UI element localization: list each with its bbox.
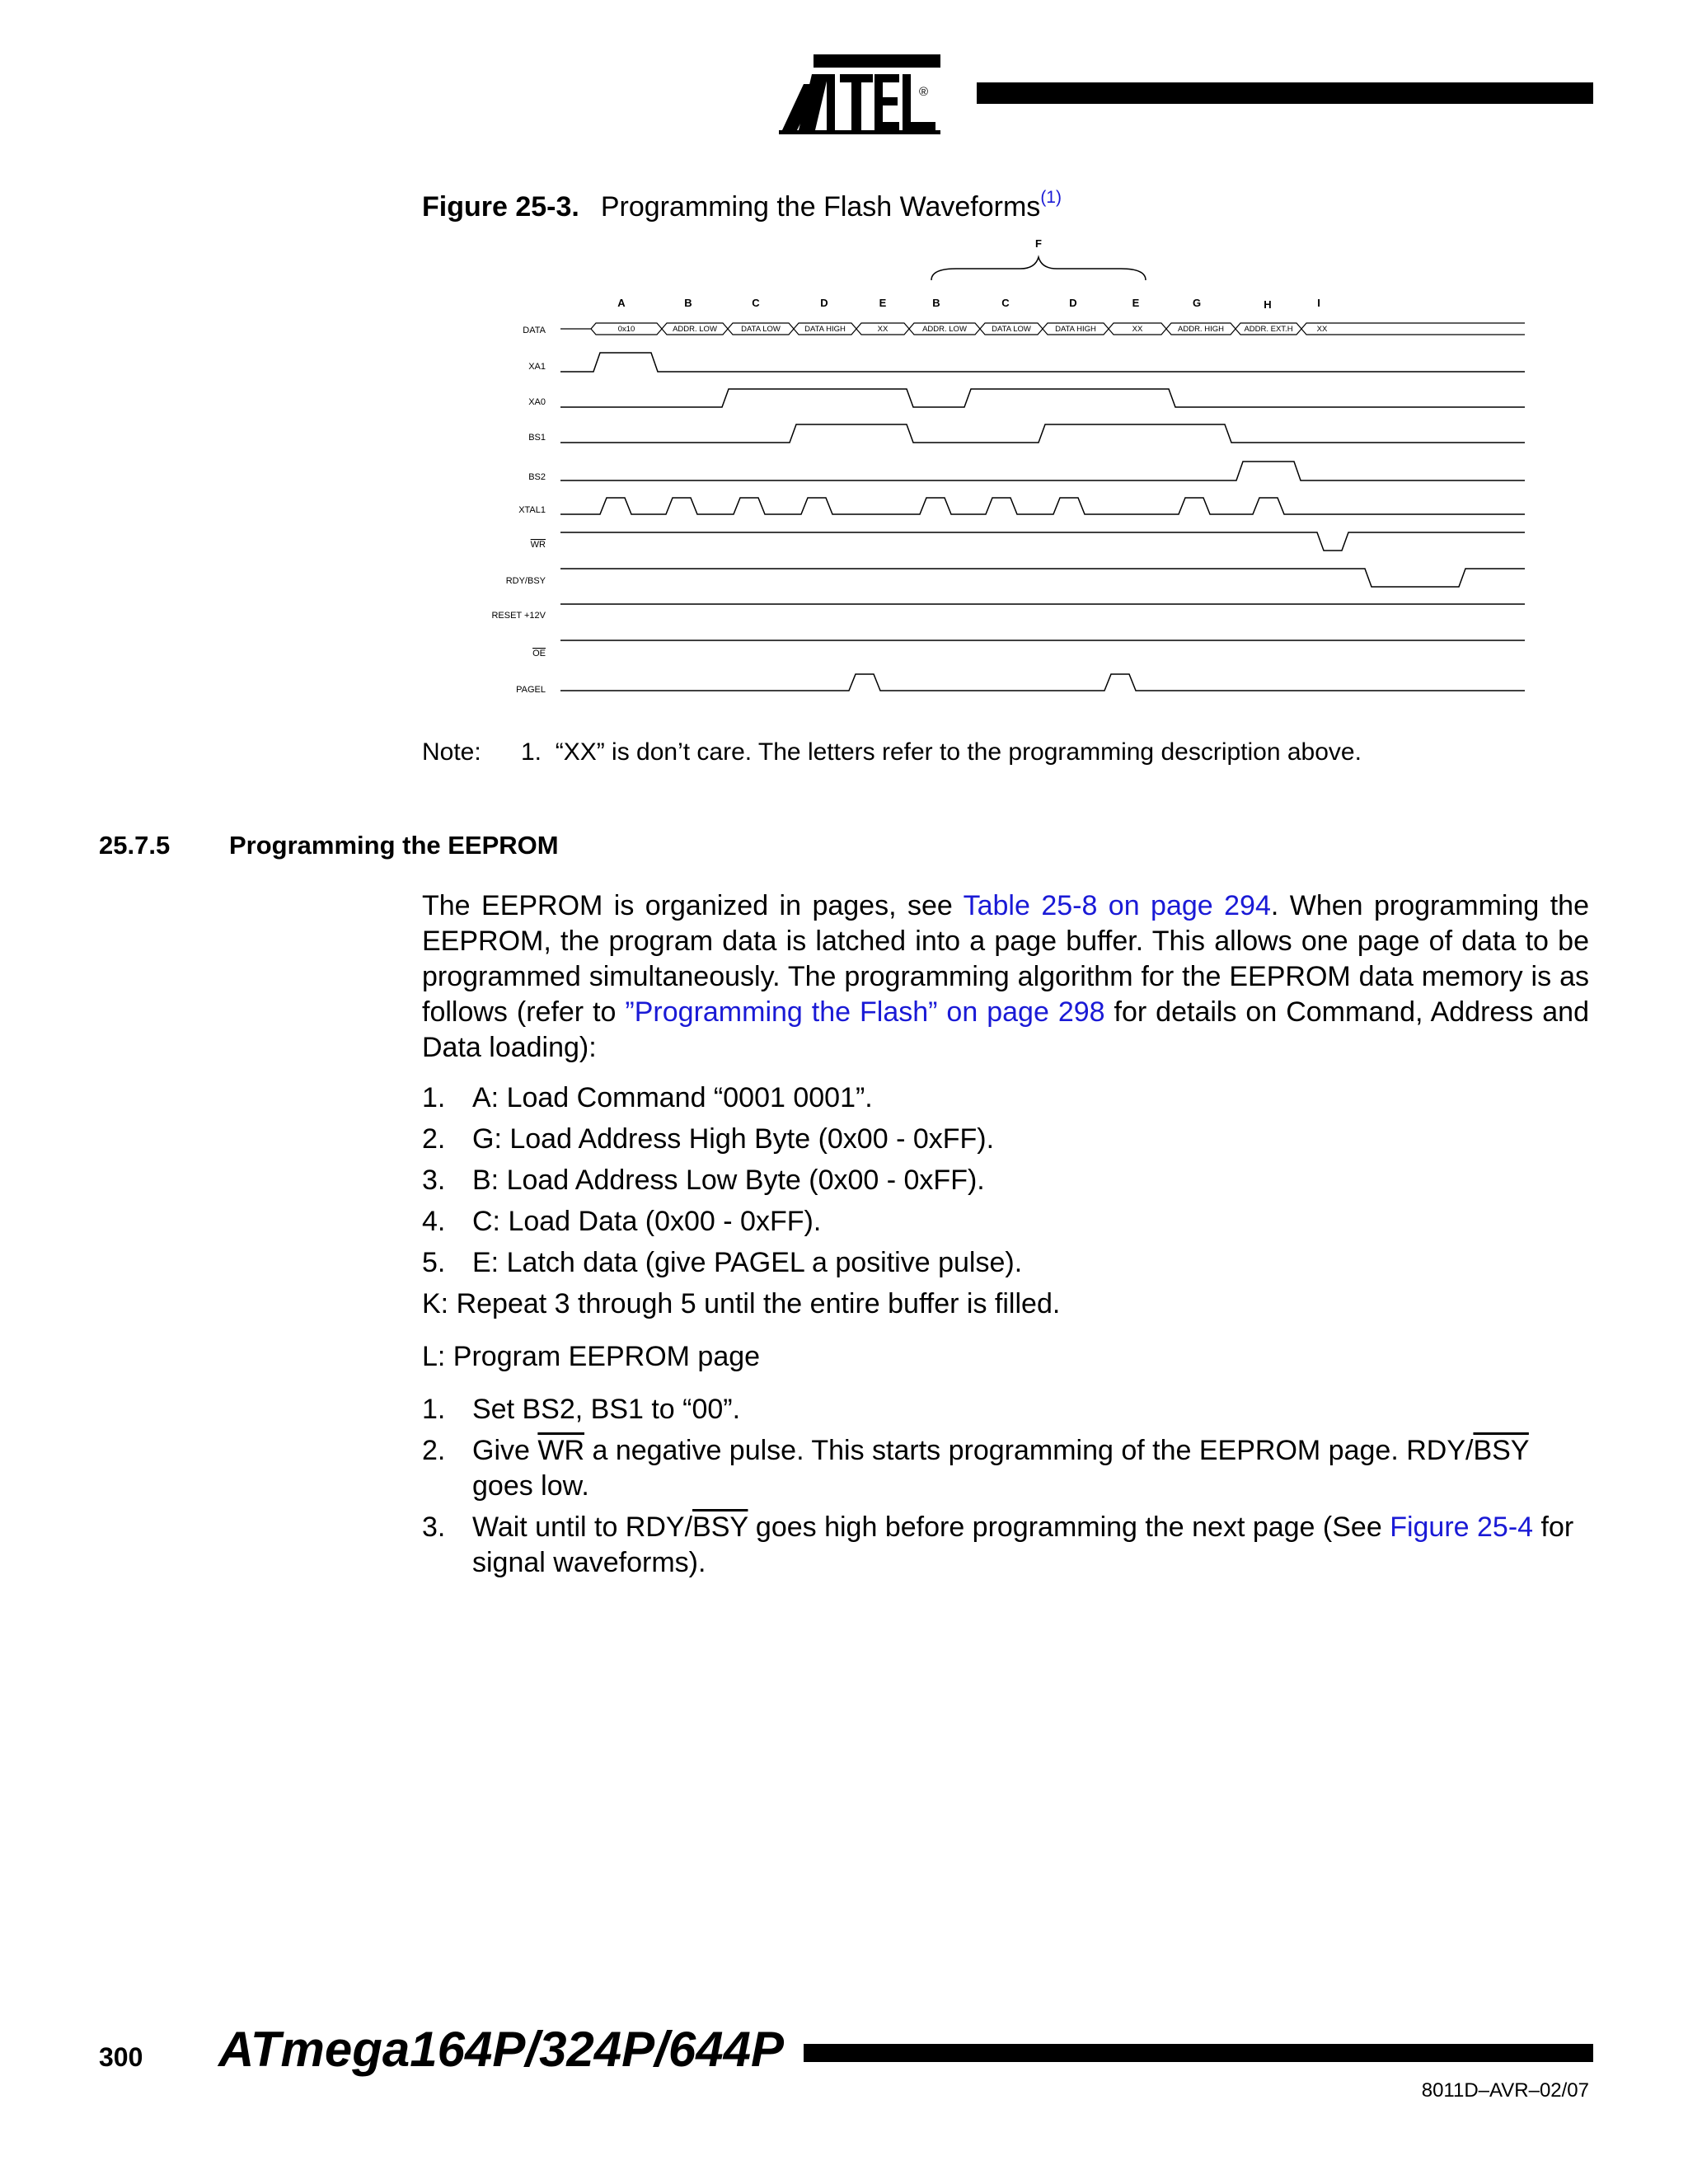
wr-signal: $\overline{WR}$ xyxy=(537,1435,585,1466)
bus-value: XX xyxy=(1132,325,1143,334)
note-text: “XX” is don’t care. The letters refer to the programming description above. xyxy=(555,738,1362,766)
phase-label: B xyxy=(684,297,692,309)
list-text: Wait until to RDY/$\overline{BSY}$ goes high before programming the next page (See Figure 25-4 for signal waveforms). xyxy=(472,1511,1574,1578)
list-text: B: Load Address Low Byte (0x00 - 0xFF). xyxy=(472,1165,985,1196)
signal-label-reset: RESET +12V xyxy=(491,611,546,621)
list-item xyxy=(422,1392,1589,1427)
bus-value: 0x10 xyxy=(617,325,635,334)
bus-value: DATA HIGH xyxy=(804,325,846,334)
list-item xyxy=(422,1122,1589,1157)
signal-label-oe: OE xyxy=(532,649,546,658)
trace-xa0 xyxy=(560,389,1525,407)
trace-wr xyxy=(560,532,1525,551)
figure-note xyxy=(422,738,1362,766)
list-item xyxy=(422,1080,1589,1116)
list-item xyxy=(422,1204,1589,1240)
phase-label: A xyxy=(617,297,626,309)
list-text: Give $\overline{WR}$ a negative pulse. This starts programming of the EEPROM page. RDY/$\overline{BSY}$ goes low. xyxy=(472,1435,1529,1502)
figure-25-4-link[interactable]: Figure 25-4 xyxy=(1390,1511,1534,1543)
atmel-logo xyxy=(779,51,952,138)
list-item xyxy=(422,1163,1589,1198)
bus-value: DATA HIGH xyxy=(1055,325,1096,334)
intro-text: . When programming the EEPROM, the program data is latched into a page buffer. This allows one page of data to be programmed simultaneously. The programming algorithm for the EEPROM data memory is as follows (refer to xyxy=(422,890,1589,1028)
table-25-8-link[interactable]: Table 25-8 on page 294 xyxy=(963,890,1271,921)
footer-rule xyxy=(804,2044,1593,2062)
brace-f xyxy=(931,257,1146,280)
trace-xa1 xyxy=(560,353,1525,372)
signal-label-data: DATA xyxy=(523,326,546,335)
figure-label: Figure 25-3. xyxy=(422,191,579,223)
bus-value: ADDR. EXT.H xyxy=(1244,325,1293,334)
signal-label-xa0: XA0 xyxy=(528,397,546,407)
trace-bs2 xyxy=(560,462,1525,480)
programming-flash-link[interactable]: ”Programming the Flash” on page 298 xyxy=(625,996,1105,1028)
bus-value: DATA LOW xyxy=(741,325,781,334)
timing-diagram xyxy=(462,229,1533,699)
signal-label-wr: WR xyxy=(530,540,546,550)
registered-mark: ® xyxy=(919,85,929,99)
bus-value: ADDR. HIGH xyxy=(1178,325,1224,334)
bus-value: ADDR. LOW xyxy=(673,325,717,334)
list-text: G: Load Address High Byte (0x00 - 0xFF). xyxy=(472,1123,995,1155)
phase-label: I xyxy=(1317,297,1320,309)
bus-value: DATA LOW xyxy=(992,325,1031,334)
signal-label-bs1: BS1 xyxy=(528,433,546,443)
brace-label-f: F xyxy=(1035,237,1042,250)
list-number: 3. xyxy=(422,1165,446,1196)
phase-label: D xyxy=(1069,297,1077,309)
intro-text: The EEPROM is organized in pages, see xyxy=(422,890,964,921)
signal-label-pagel: PAGEL xyxy=(516,685,546,695)
header-rule xyxy=(977,82,1593,104)
list-item xyxy=(422,1245,1589,1281)
signal-labels xyxy=(491,326,546,695)
figure-title: Programming the Flash Waveforms xyxy=(600,191,1041,223)
list-number: 3. xyxy=(422,1511,446,1543)
document-title: ATmega164P/324P/644P xyxy=(218,2022,784,2077)
intro-paragraph xyxy=(422,888,1589,1066)
signal-label-xa1: XA1 xyxy=(528,362,546,372)
phase-label: E xyxy=(1132,297,1140,309)
list-text: Set BS2, BS1 to “00”. xyxy=(472,1394,741,1425)
bus-value: XX xyxy=(1316,325,1328,334)
page-number: 300 xyxy=(99,2042,143,2072)
phase-label: C xyxy=(752,297,760,309)
signal-label-bs2: BS2 xyxy=(528,472,546,482)
note-number: 1. xyxy=(521,738,542,766)
list-number: 5. xyxy=(422,1247,446,1278)
section-number: 25.7.5 xyxy=(99,831,171,860)
program-steps xyxy=(422,1392,1589,1581)
list-number: 2. xyxy=(422,1435,446,1466)
signal-traces xyxy=(560,353,1525,691)
phase-label: B xyxy=(932,297,940,309)
list-number: 1. xyxy=(422,1394,446,1425)
trace-bs1 xyxy=(560,424,1525,443)
section-heading xyxy=(99,831,559,860)
note-label: Note: xyxy=(422,738,481,766)
section-title: Programming the EEPROM xyxy=(229,831,559,860)
bus-value: ADDR. LOW xyxy=(922,325,967,334)
intro-text: for details on Command, Address and Data loading): xyxy=(422,996,1589,1063)
list-item xyxy=(422,1510,1589,1581)
list-item xyxy=(422,1433,1589,1504)
phase-label: D xyxy=(820,297,828,309)
bsy-signal: $\overline{BSY}$ xyxy=(1473,1435,1529,1466)
list-text: C: Load Data (0x00 - 0xFF). xyxy=(472,1206,822,1237)
document-id: 8011D–AVR–02/07 xyxy=(1421,2079,1589,2102)
phase-label: H xyxy=(1264,298,1272,311)
list-text: A: Load Command “0001 0001”. xyxy=(472,1082,873,1113)
trace-pagel xyxy=(560,674,1525,691)
figure-caption xyxy=(422,188,1062,223)
list-number: 1. xyxy=(422,1082,446,1113)
signal-label-xtal1: XTAL1 xyxy=(518,505,546,515)
program-page-heading: L: Program EEPROM page xyxy=(422,1341,761,1372)
bus-value: XX xyxy=(877,325,889,334)
algorithm-steps xyxy=(422,1080,1589,1281)
phase-label: E xyxy=(879,297,887,309)
trace-xtal1 xyxy=(560,498,1525,514)
signal-label-rdy-bsy: RDY/BSY xyxy=(505,576,546,586)
section-body xyxy=(422,888,1589,1586)
trace-rdy-bsy xyxy=(560,569,1525,587)
phase-label: G xyxy=(1192,297,1202,309)
repeat-step: K: Repeat 3 through 5 until the entire buffer is filled. xyxy=(422,1288,1061,1319)
bsy-signal: $\overline{BSY}$ xyxy=(692,1511,748,1543)
phase-labels xyxy=(617,297,1320,311)
list-number: 2. xyxy=(422,1123,446,1155)
figure-note-ref[interactable]: (1) xyxy=(1040,188,1062,207)
list-number: 4. xyxy=(422,1206,446,1237)
list-text: E: Latch data (give PAGEL a positive pulse). xyxy=(472,1247,1023,1278)
phase-label: C xyxy=(1001,297,1010,309)
